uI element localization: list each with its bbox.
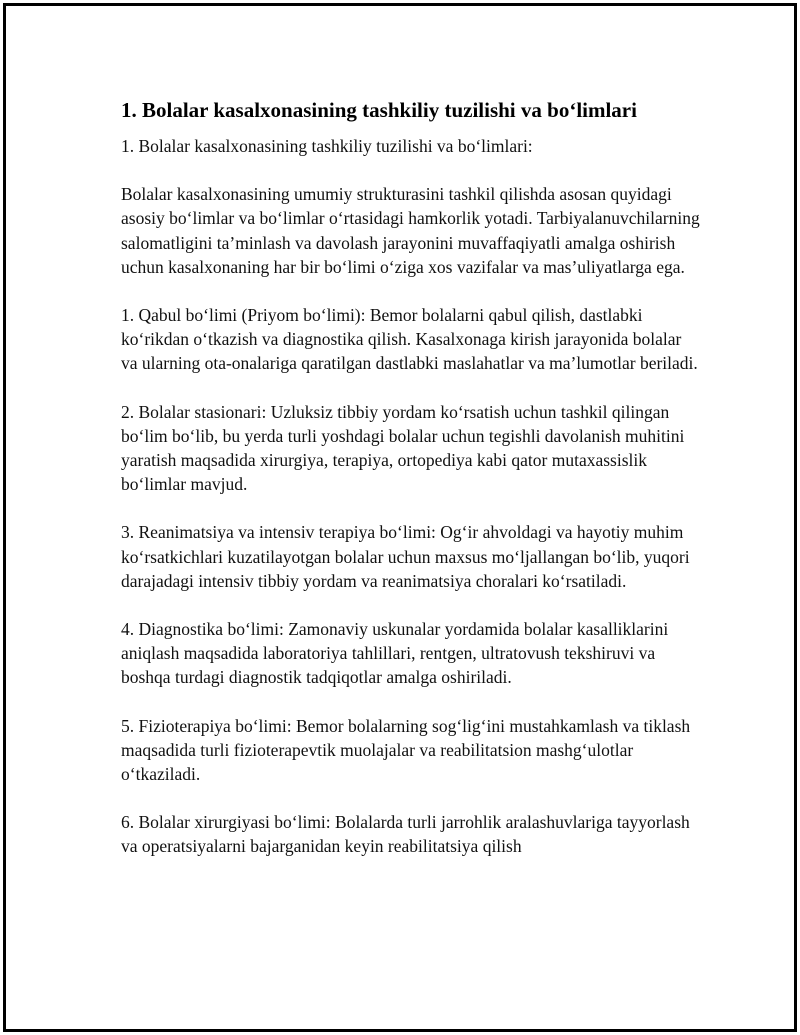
document-heading: 1. Bolalar kasalxonasining tashkiliy tuzilishi va bo‘limlari [121,98,637,122]
document-body [121,96,701,883]
paragraph-intro: Bolalar kasalxonasining umumiy strukturasini tashkil qilishda asosan quyidagi asosiy bo‘limlar va bo‘limlar o‘rtasidagi hamkorlik yotadi. Tarbiyalanuvchilarning salomatligini ta’minlash va davolash jarayonini muvaffaqiyatli amalga oshirish uchun kasalxonaning har bir bo‘limi o‘ziga xos vazifalar va mas’uliyatlarga ega. [121,184,700,277]
paragraph-physiotherapy-department: 5. Fizioterapiya bo‘limi: Bemor bolalarning sog‘lig‘ini mustahkamlash va tiklash maqsadida turli fizioterapevtik muolajalar va reabilitatsion mashg‘ulotlar o‘tkaziladi. [121,715,691,785]
paragraph-intensive-care-department: 3. Reanimatsiya va intensiv terapiya bo‘limi: Og‘ir ahvoldagi va hayotiy muhim ko‘rsatkichlari kuzatilayotgan bolalar uchun maxsus mo‘ljallangan bo‘lib, yuqori darajadagi intensiv tibbiy yordam va reanimatsiya choralari ko‘rsatiladi. [121,522,690,591]
paragraph-diagnostics-department: 4. Diagnostika bo‘limi: Zamonaviy uskunalar yordamida bolalar kasalliklarini aniqlash maqsadida laboratoriya tahlillari, rentgen, ultratovush tekshiruvi va boshqa turdagi diagnostik tadqiqotlar amalga oshiriladi. [121,619,669,688]
section-subtitle: 1. Bolalar kasalxonasining tashkiliy tuzilishi va bo‘limlari: [121,136,533,156]
paragraph-admission-department: 1. Qabul bo‘limi (Priyom bo‘limi): Bemor bolalarni qabul qilish, dastlabki ko‘rikdan o‘tkazish va diagnostika qilish. Kasalxonaga kirish jarayonida bolalar va ularning ota-onalariga qaratilgan dastlabki maslahatlar va ma’lumotlar beriladi. [121,305,698,374]
paragraph-surgery-department: 6. Bolalar xirurgiyasi bo‘limi: Bolalarda turli jarrohlik aralashuvlariga tayyorlash va operatsiyalarni bajarganidan keyin reabilitatsiya qilish [121,812,690,857]
paragraph-inpatient-department: 2. Bolalar stasionari: Uzluksiz tibbiy yordam ko‘rsatish uchun tashkil qilingan bo‘lim bo‘lib, bu yerda turli yoshdagi bolalar uchun tegishli davolanish muhitini yaratish maqsadida xirurgiya, terapiya, ortopediya kabi qator mutaxassislik bo‘limlar mavjud. [121,401,685,495]
page-frame [3,3,797,1032]
